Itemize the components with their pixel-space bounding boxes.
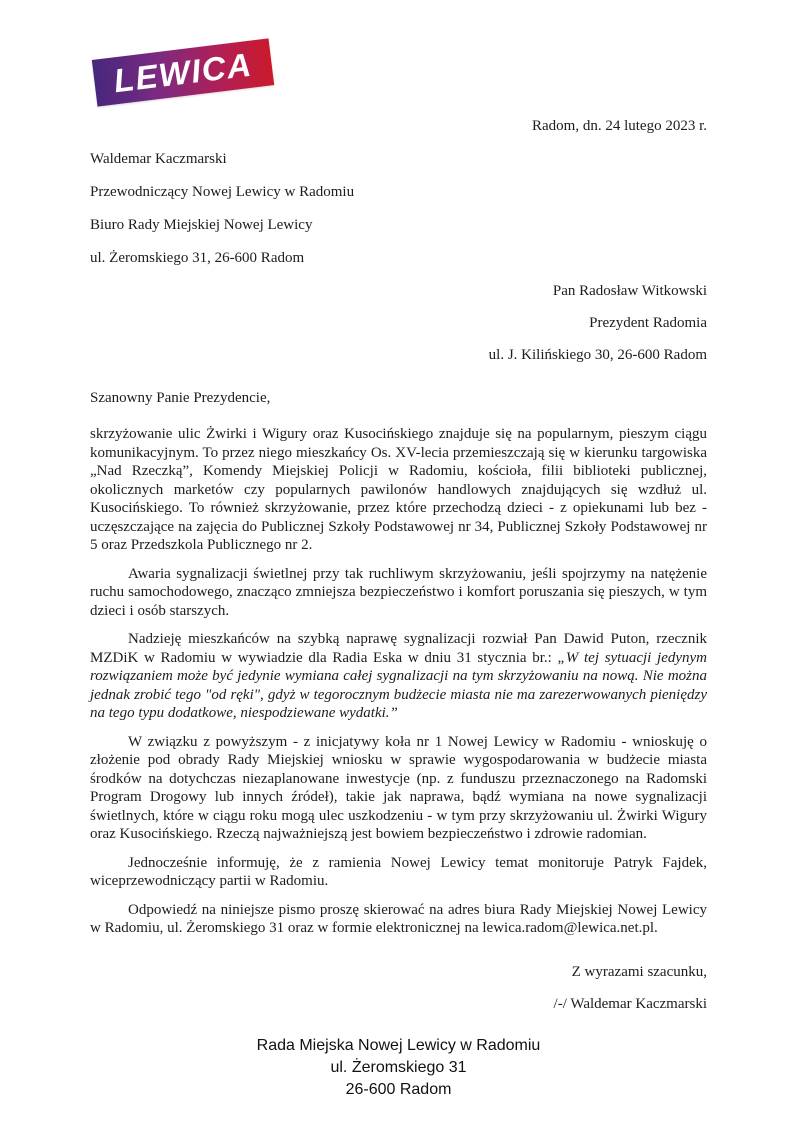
recipient-block bbox=[90, 282, 707, 365]
paragraph-3-intro: Nadzieję mieszkańców na szybką naprawę sygnalizacji rozwiał Pan Dawid Puton, rzecznik MZDiK w Radomiu w wywiadzie dla Radia Eska w dniu 31 stycznia br.: bbox=[90, 631, 707, 666]
recipient-address: ul. J. Kilińskiego 30, 26-600 Radom bbox=[488, 347, 707, 363]
footer-street: ul. Żeromskiego 31 bbox=[330, 1058, 467, 1076]
closing-block bbox=[90, 963, 707, 1014]
recipient-name: Pan Radosław Witkowski bbox=[552, 283, 707, 299]
body-paragraph-2: Awaria sygnalizacji świetlnej przy tak ruchliwym skrzyżowaniu, jeśli spojrzymy na natężenie ruchu samochodowego, znacząco zmniejsza bezpieczeństwo i komfort poruszania się pieszych, w tym dzieci i osób starszych. bbox=[90, 565, 707, 619]
sender-name: Waldemar Kaczmarski bbox=[90, 151, 227, 167]
sender-title: Przewodniczący Nowej Lewicy w Radomiu bbox=[90, 184, 355, 200]
sender-address: ul. Żeromskiego 31, 26-600 Radom bbox=[90, 250, 305, 266]
body-paragraph-6: Odpowiedź na niniejsze pismo proszę skierować na adres biura Rady Miejskiej Nowej Lewicy w Radomiu, ul. Żeromskiego 31 oraz w formie elektronicznej na lewica.radom@lewica.net.pl. bbox=[90, 901, 707, 936]
letter-date: Radom, dn. 24 lutego 2023 r. bbox=[532, 118, 707, 134]
footer-organization: Rada Miejska Nowej Lewicy w Radomiu bbox=[256, 1036, 541, 1054]
footer-city: 26-600 Radom bbox=[345, 1080, 452, 1098]
body-paragraph-3 bbox=[90, 630, 707, 723]
paragraph-3-quote: „W tej sytuacji jedynym rozwiązaniem może być jedynie wymiana całej sygnalizacji na tym skrzyżowaniu na nową. Nie można jednak zrobić tego "od ręki", gdyż w tegorocznym budżecie miasta nie ma zarezerwowanych pieniędzy na tego typu dodatkowe, niespodziewane wydatki.” bbox=[90, 649, 707, 721]
body-paragraph-4: W związku z powyższym - z inicjatywy koła nr 1 Nowej Lewicy w Radomiu - wnioskuję o złożenie pod obrady Rady Miejskiej wniosku w sprawie wygospodarowania w budżecie miasta środków na dotychczas niezaplanowane inwestycje (np. z funduszu przeznaczonego na Radomski Program Drogowy lub innych źródeł), takie jak naprawa, bądź wymiana na nowe sygnalizacji świetlnych, które w ciągu roku mogą ulec uszkodzeniu - w tym przy skrzyżowaniu ul. Żwirki Wigury oraz Kusocińskiego. Rzeczą najważniejszą jest bowiem bezpieczeństwo i zdrowie radomian. bbox=[90, 733, 707, 842]
closing-signature: /-/ Waldemar Kaczmarski bbox=[553, 995, 707, 1012]
footer-block bbox=[90, 1035, 707, 1101]
letter-content bbox=[90, 117, 707, 1101]
lewica-logo-text: LEWICA bbox=[111, 45, 255, 99]
lewica-logo bbox=[92, 38, 274, 106]
sender-block bbox=[90, 150, 707, 268]
closing-phrase: Z wyrazami szacunku, bbox=[571, 963, 707, 980]
body-paragraph-1: skrzyżowanie ulic Żwirki i Wigury oraz Kusocińskiego znajduje się na popularnym, pieszym ciągu komunikacyjnym. To przez niego mieszkańcy Os. XV-lecia przemieszczają się w kierunku targowiska „Nad Rzeczką”, Komendy Miejskiej Policji w Radomiu, kościoła, filii biblioteki publicznej, okolicznych marketów czy popularnych pawilonów handlowych znajdujących się wzdłuż ul. Kusocińskiego. To również skrzyżowanie, przez które przechodzą dzieci - z opiekunami lub bez - uczęszczające na zajęcia do Publicznej Szkoły Podstawowej nr 34, Publicznej Szkoły Podstawowej nr 5 oraz Przedszkola Publicznego nr 2. bbox=[90, 426, 707, 553]
recipient-title: Prezydent Radomia bbox=[589, 315, 707, 331]
salutation: Szanowny Panie Prezydencie, bbox=[90, 390, 271, 406]
body-paragraph-5: Jednocześnie informuję, że z ramienia Nowej Lewicy temat monitoruje Patryk Fajdek, wiceprzewodniczący partii w Radomiu. bbox=[90, 854, 707, 889]
sender-office: Biuro Rady Miejskiej Nowej Lewicy bbox=[90, 217, 313, 233]
